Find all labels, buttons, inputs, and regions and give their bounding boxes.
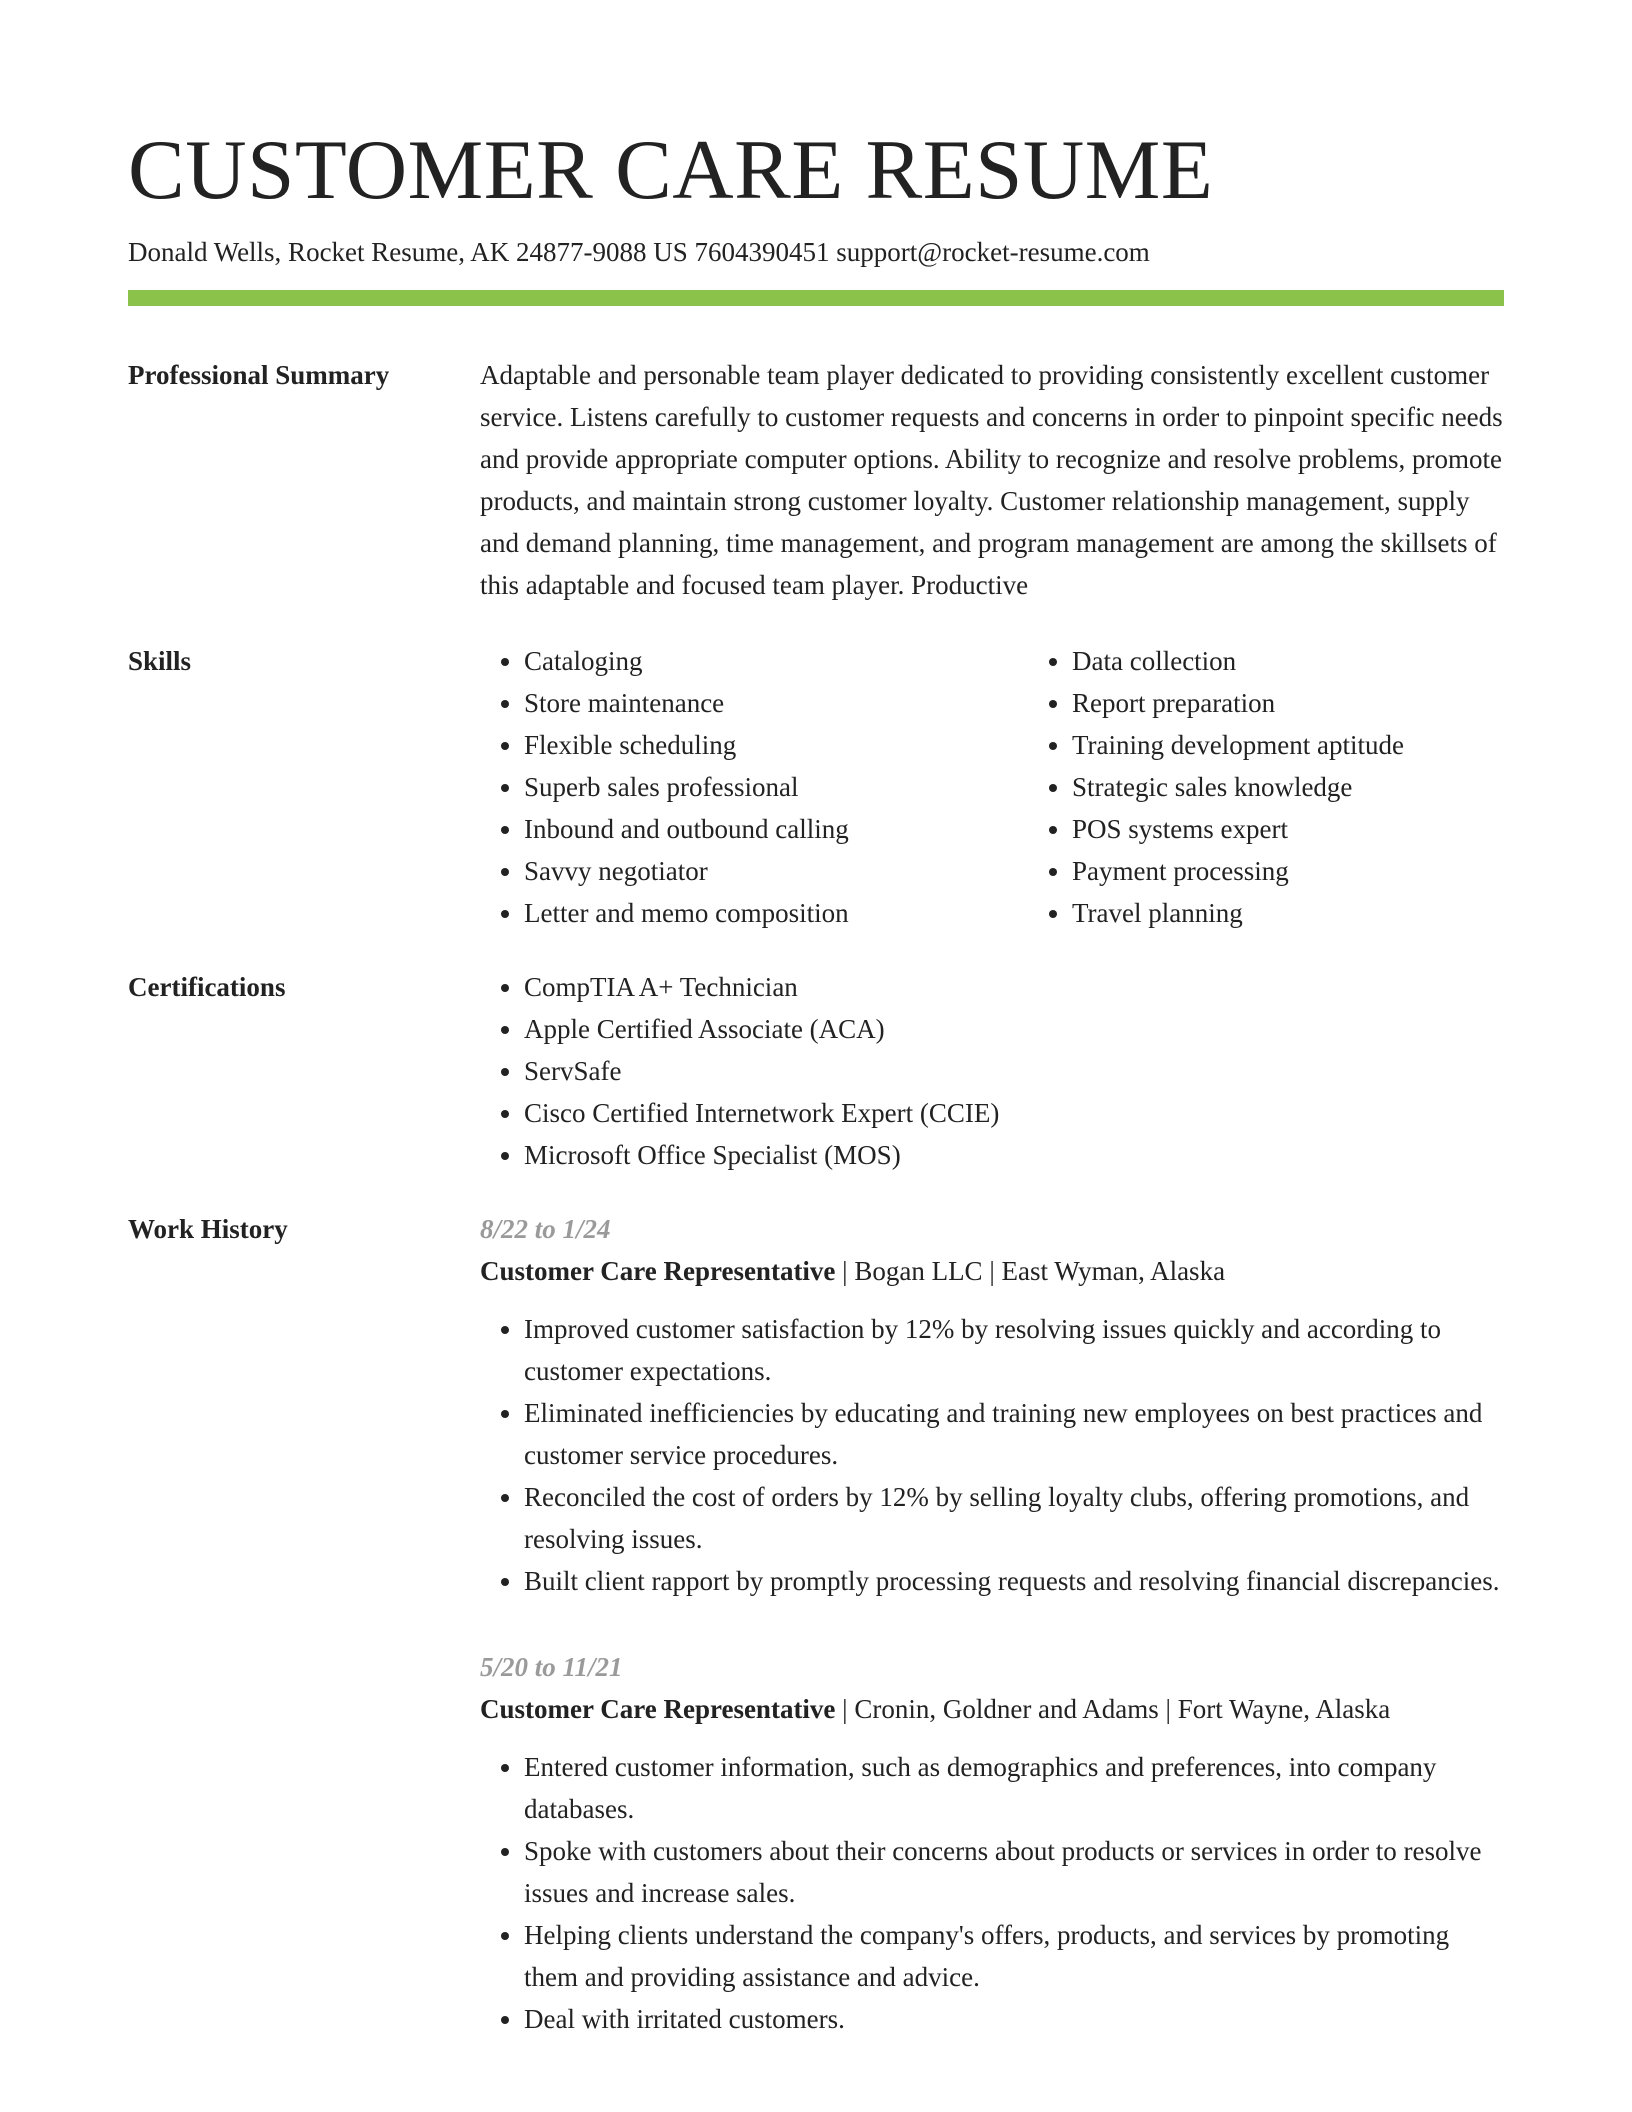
skill-item: • Flexible scheduling: [524, 724, 1028, 766]
skill-item: • Data collection: [1072, 640, 1576, 682]
certification-item: • Microsoft Office Specialist (MOS): [524, 1134, 1504, 1176]
skills-list-left: [480, 640, 1028, 934]
job-duty-item: • Deal with irritated customers.: [524, 1998, 1504, 2040]
summary-text: Adaptable and personable team player dedicated to providing consistently excellent customer service. Listens carefully to customer requests and concerns in order to pinpoint specific needs and provide appropriate computer options. Ability to recognize and resolve problems, promote products, and maintain strong customer loyalty. Customer relationship management, supply and demand planning, time management, and program management are among the skillsets of this adaptable and focused team player. Productive: [480, 360, 1503, 600]
skills-label: Skills: [128, 646, 192, 676]
skills-list-right: [1028, 640, 1576, 934]
skill-item: • Store maintenance: [524, 682, 1028, 724]
certifications-list: [480, 966, 1504, 1176]
job-heading: [480, 1250, 1504, 1292]
skill-item: • POS systems expert: [1072, 808, 1576, 850]
work-history-section: [128, 1208, 1504, 2040]
accent-divider: [128, 290, 1504, 306]
skill-item: • Savvy negotiator: [524, 850, 1028, 892]
certification-item: • CompTIA A+ Technician: [524, 966, 1504, 1008]
work-history-label: Work History: [128, 1214, 288, 1244]
skill-item: • Strategic sales knowledge: [1072, 766, 1576, 808]
skill-item: • Inbound and outbound calling: [524, 808, 1028, 850]
skill-item: • Report preparation: [1072, 682, 1576, 724]
job-duties-list: [480, 1308, 1504, 1602]
job-duty-item: • Entered customer information, such as demographics and preferences, into company databases.: [524, 1746, 1504, 1830]
job-dates: 8/22 to 1/24: [480, 1214, 611, 1244]
job-duty-item: • Reconciled the cost of orders by 12% by selling loyalty clubs, offering promotions, and resolving issues.: [524, 1476, 1504, 1560]
certification-item: • Cisco Certified Internetwork Expert (CCIE): [524, 1092, 1504, 1134]
job-dates: 5/20 to 11/21: [480, 1652, 623, 1682]
job-heading: [480, 1688, 1504, 1730]
job-details: | Cronin, Goldner and Adams | Fort Wayne, Alaska: [835, 1694, 1391, 1724]
skill-item: • Travel planning: [1072, 892, 1576, 934]
skill-item: • Letter and memo composition: [524, 892, 1028, 934]
job-duty-item: • Helping clients understand the company's offers, products, and services by promoting them and providing assistance and advice.: [524, 1914, 1504, 1998]
skills-section: [128, 640, 1504, 934]
certification-item: • ServSafe: [524, 1050, 1504, 1092]
certifications-section: [128, 966, 1504, 1176]
certifications-label: Certifications: [128, 972, 286, 1002]
job-duty-item: • Eliminated inefficiencies by educating and training new employees on best practices and customer service procedures.: [524, 1392, 1504, 1476]
job-entry: [480, 1646, 1504, 2040]
contact-line: Donald Wells, Rocket Resume, AK 24877-9088 US 7604390451 support@rocket-resume.com: [128, 237, 1150, 267]
job-duty-item: • Built client rapport by promptly processing requests and resolving financial discrepancies.: [524, 1560, 1504, 1602]
certification-item: • Apple Certified Associate (ACA): [524, 1008, 1504, 1050]
resume-title: CUSTOMER CARE RESUME: [128, 123, 1214, 217]
job-duty-item: • Improved customer satisfaction by 12% by resolving issues quickly and according to customer expectations.: [524, 1308, 1504, 1392]
job-duty-item: • Spoke with customers about their concerns about products or services in order to resolve issues and increase sales.: [524, 1830, 1504, 1914]
job-duties-list: [480, 1746, 1504, 2040]
job-title: Customer Care Representative: [480, 1256, 836, 1286]
skill-item: • Payment processing: [1072, 850, 1576, 892]
skill-item: • Training development aptitude: [1072, 724, 1576, 766]
job-entry: [480, 1208, 1504, 1602]
job-details: | Bogan LLC | East Wyman, Alaska: [835, 1256, 1226, 1286]
summary-section: [128, 354, 1504, 606]
skill-item: • Superb sales professional: [524, 766, 1028, 808]
job-title: Customer Care Representative: [480, 1694, 836, 1724]
resume-page: [128, 118, 1504, 2040]
skill-item: • Cataloging: [524, 640, 1028, 682]
summary-label: Professional Summary: [128, 360, 390, 390]
